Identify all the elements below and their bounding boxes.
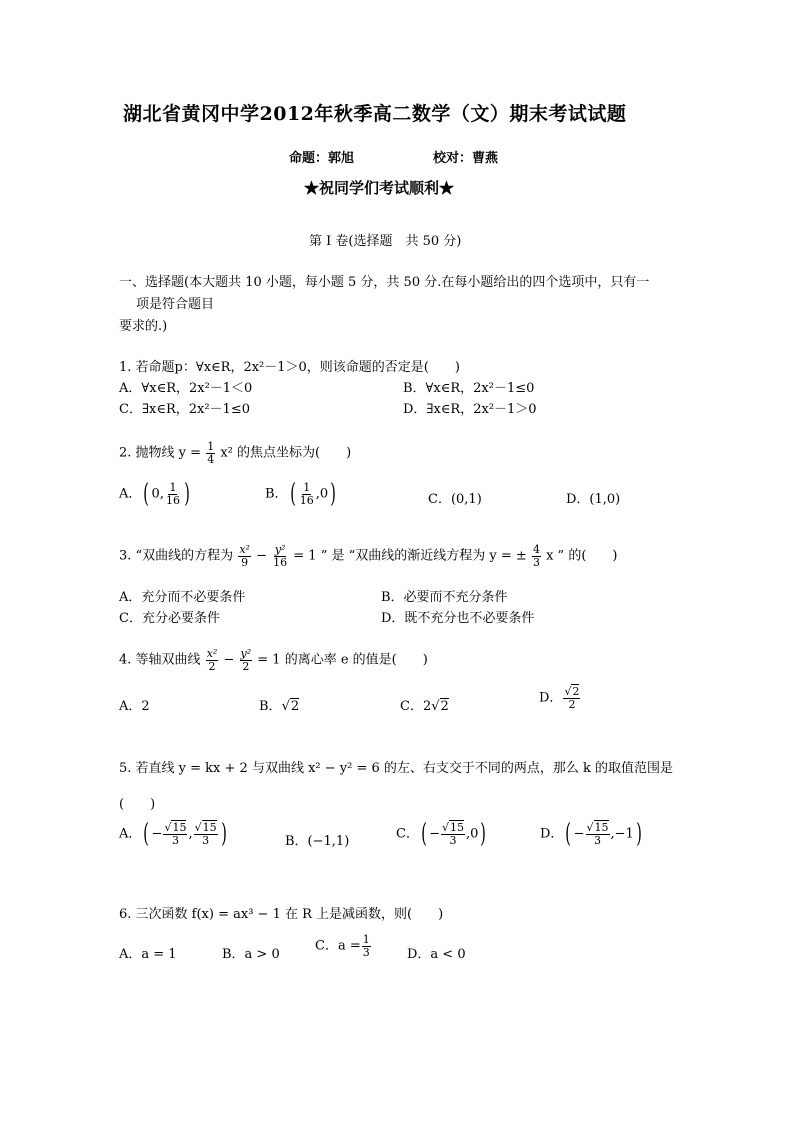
q6-option-a: A．a = 1 — [119, 947, 177, 962]
q6-option-b: B．a > 0 — [222, 947, 280, 962]
q1-option-d: D．∃x∈R，2x²－1＞0 — [403, 402, 537, 417]
wish-banner: ★祝同学们考试顺利★ — [304, 179, 455, 197]
q4-option-d: D． $\frac{√2}{2}$ — [539, 685, 580, 711]
q5-paren: ( ) — [119, 797, 156, 812]
q3-option-c: C．充分必要条件 — [119, 611, 220, 626]
setter-label: 命题：郭旭 — [289, 151, 355, 166]
q2-stem-post: x² 的焦点坐标为( ) — [220, 445, 352, 461]
q2-stem — [119, 441, 351, 465]
section-instructions-line2: 项是符合题目 — [136, 297, 215, 312]
q1-stem: 1. 若命题p：∀x∈R，2x²－1＞0，则该命题的否定是( ) — [119, 360, 460, 375]
q4-option-a: A．2 — [119, 699, 150, 714]
checker-label: 校对：曹燕 — [433, 151, 499, 166]
q1-option-b: B．∀x∈R，2x²－1≤0 — [403, 381, 535, 396]
volume-heading: 第 I 卷(选择题 共 50 分) — [309, 234, 462, 249]
q4-stem: 4. 等轴双曲线 $\frac{\text{x²}}{2}$ − $\frac{\text{y²}}{2}$ = 1 的离心率 e 的值是( ) — [119, 647, 428, 673]
q2-stem-pre: 2. 抛物线 y = — [119, 445, 202, 461]
q3-option-d: D．既不充分也不必要条件 — [381, 611, 535, 626]
page-title: 湖北省黄冈中学2012年秋季高二数学（文）期末考试试题 — [123, 103, 627, 125]
q1-option-a: A．∀x∈R，2x²－1＜0 — [119, 381, 253, 396]
q5-option-d: D．( − $\frac{√15}{3}$ ,−1) — [540, 819, 642, 849]
q2-option-d: D．(1,0) — [566, 492, 621, 507]
q5-option-b: B．(−1,1) — [285, 834, 350, 849]
q5-stem: 5. 若直线 y = kx + 2 与双曲线 x² − y² = 6 的左、右支交于不同的两点，那么 k 的取值范围是 — [119, 761, 674, 776]
section-instructions-line3: 要求的.) — [119, 319, 168, 334]
q3-stem: 3. “双曲线的方程为 $\frac{\text{x²}}{9}$ − $\frac{\text{y²}}{16}$ = 1 ” 是 “双曲线的渐近线方程为 y = ± $\frac{4}{3}$ x ” 的( ) — [119, 543, 618, 569]
q2-option-a: A．( 0, $\frac{1}{16}$ ) — [119, 479, 190, 509]
section-instructions-line1: 一、选择题(本大题共 10 小题，每小题 5 分，共 50 分.在每小题给出的四个选项中，只有一 — [119, 275, 650, 290]
q6-option-d: D．a < 0 — [407, 947, 466, 962]
q2-option-c: C．(0,1) — [428, 492, 482, 507]
q3-option-a: A．充分而不必要条件 — [119, 590, 246, 605]
q3-option-b: B．必要而不充分条件 — [381, 590, 508, 605]
q4-option-b: B．√2 — [259, 699, 300, 714]
q1-option-c: C．∃x∈R，2x²－1≤0 — [119, 402, 250, 417]
q5-option-c: C．( − $\frac{√15}{3}$ ,0) — [396, 819, 487, 849]
q6-option-c: C．a = $\frac{1}{3}$ — [315, 933, 370, 959]
q5-option-a: A．( − $\frac{√15}{3}$ , $\frac{√15}{3}$ ) — [119, 819, 227, 849]
q2-option-b: B．( $\frac{1}{16}$ ,0) — [265, 479, 336, 509]
q2-stem-fraction: $\frac{1}{4}$ — [207, 440, 215, 466]
q4-option-c: C．2√2 — [400, 699, 449, 714]
q6-stem: 6. 三次函数 f(x) = ax³ − 1 在 R 上是减函数，则( ) — [119, 907, 444, 922]
